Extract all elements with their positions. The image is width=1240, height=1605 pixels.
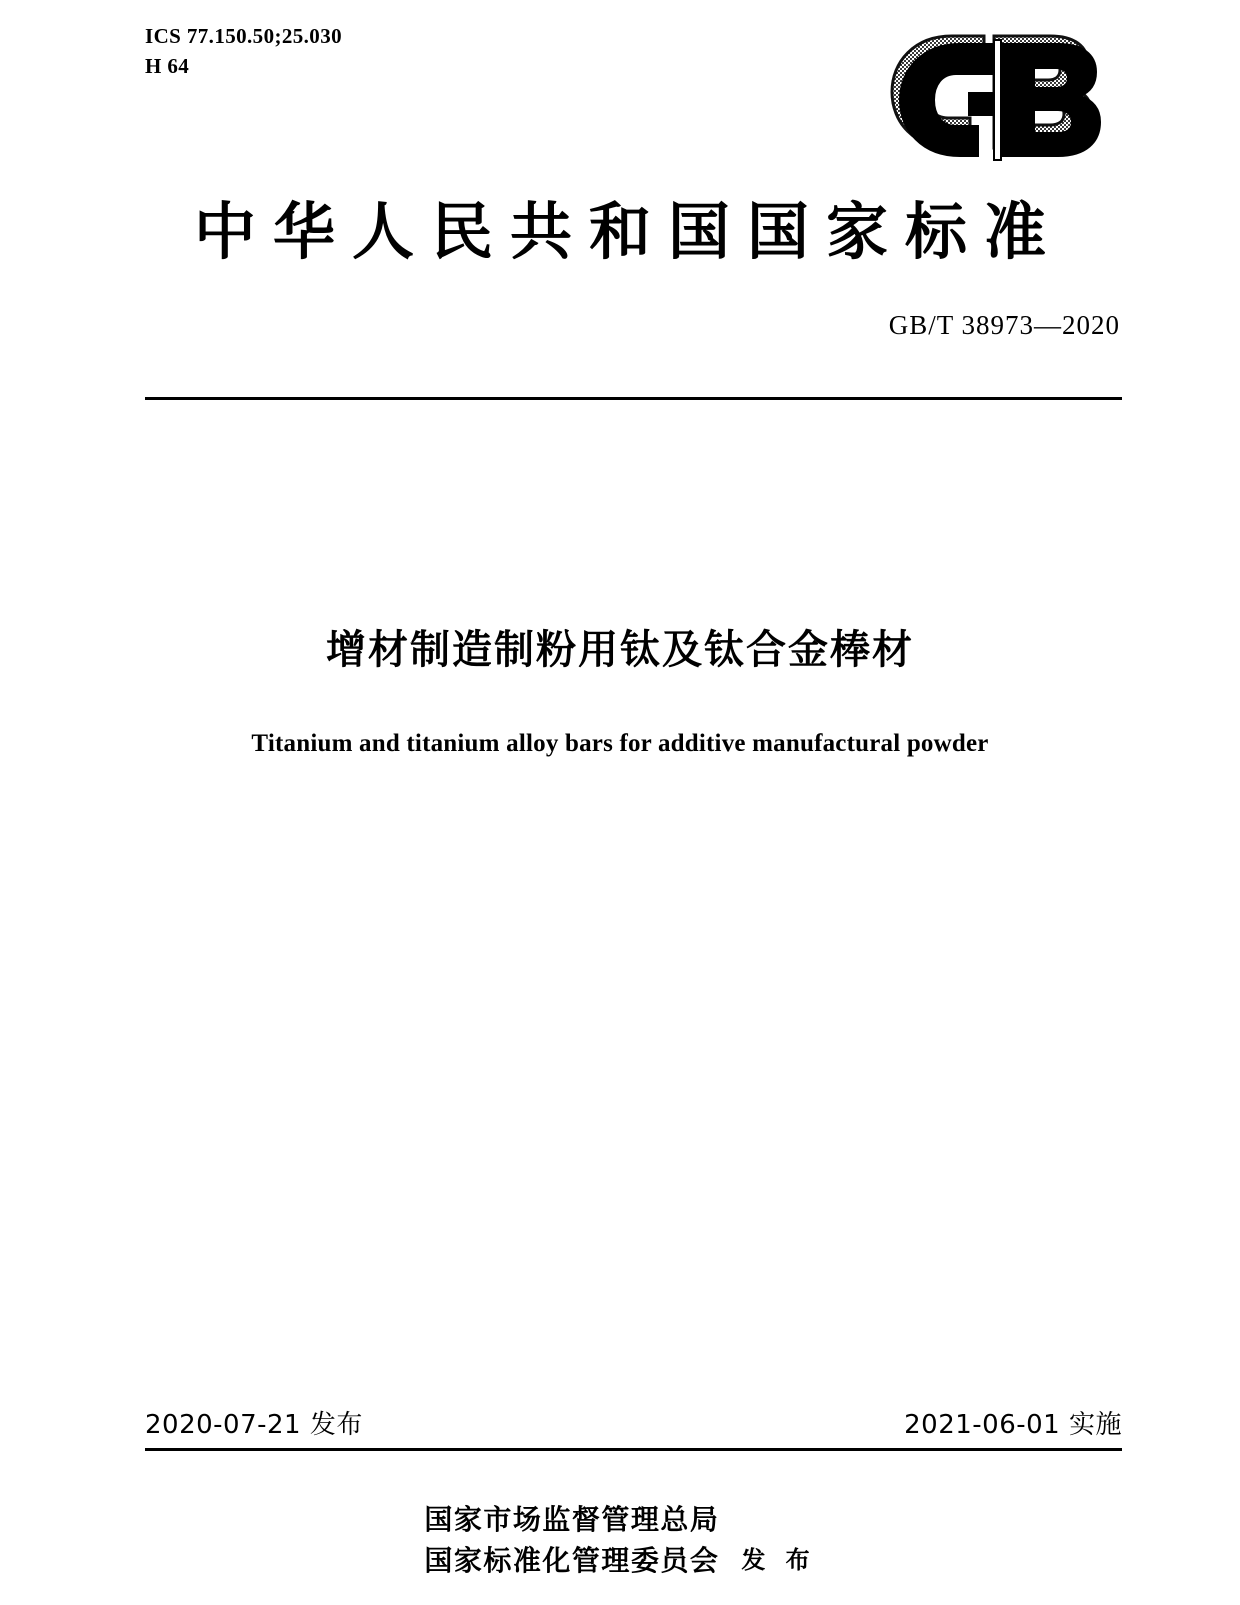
ics-classification-block [145,22,342,81]
header-divider [145,397,1122,400]
issuer-line-1: 国家市场监督管理总局 [424,1503,720,1536]
issuer-line-2: 国家标准化管理委员会 [424,1543,720,1577]
implementation-date: 2021-06-01 实施 [904,1410,1122,1440]
national-standard-heading: 中华人民共和国国家标准 [193,195,1063,268]
ccs-code: H 64 [145,54,190,79]
publish-label: 发 布 [741,1545,816,1575]
issuer-names [424,1500,719,1581]
issuing-authority-block [0,1500,1240,1581]
ics-code: ICS 77.150.50;25.030 [145,24,343,48]
gb-logo-icon [882,30,1122,166]
document-title-en: Titanium and titanium alloy bars for additive manufactural powder [251,730,989,757]
issue-date: 2020-07-21 发布 [145,1410,363,1440]
footer-divider [145,1448,1122,1451]
document-title-cn: 增材制造制粉用钛及钛合金棒材 [326,626,914,673]
standard-number: GB/T 38973—2020 [888,310,1120,340]
